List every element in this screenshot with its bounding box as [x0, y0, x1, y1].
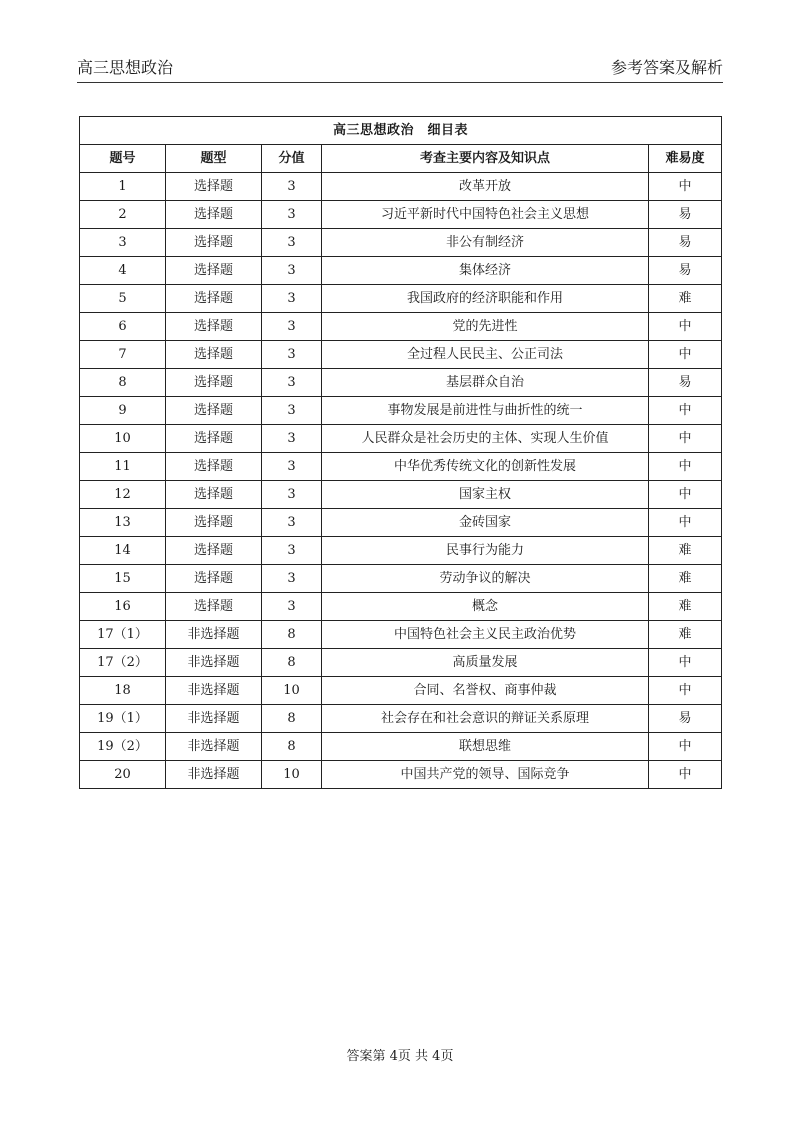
cell-question-type: 选择题	[166, 201, 262, 229]
cell-question-no: 11	[80, 453, 166, 481]
cell-score: 3	[262, 369, 322, 397]
cell-difficulty: 中	[649, 453, 722, 481]
page-footer: 答案第 4页 共 4页	[346, 1049, 454, 1064]
cell-question-no: 6	[80, 313, 166, 341]
cell-score: 3	[262, 453, 322, 481]
table-row	[80, 453, 722, 481]
cell-content: 联想思维	[322, 733, 649, 761]
table-row	[80, 593, 722, 621]
cell-score: 3	[262, 341, 322, 369]
table-caption: 高三思想政治 细目表	[80, 117, 722, 145]
cell-question-no: 12	[80, 481, 166, 509]
cell-content: 社会存在和社会意识的辩证关系原理	[322, 705, 649, 733]
page-header	[77, 58, 723, 83]
cell-difficulty: 难	[649, 537, 722, 565]
cell-question-type: 选择题	[166, 537, 262, 565]
table-row	[80, 341, 722, 369]
cell-content: 习近平新时代中国特色社会主义思想	[322, 201, 649, 229]
table-body	[80, 117, 722, 789]
cell-question-type: 选择题	[166, 313, 262, 341]
cell-difficulty: 中	[649, 313, 722, 341]
cell-question-no: 3	[80, 229, 166, 257]
cell-difficulty: 难	[649, 285, 722, 313]
cell-difficulty: 难	[649, 621, 722, 649]
cell-question-type: 非选择题	[166, 733, 262, 761]
cell-score: 10	[262, 761, 322, 789]
cell-question-no: 2	[80, 201, 166, 229]
cell-question-type: 选择题	[166, 341, 262, 369]
table-row	[80, 229, 722, 257]
cell-question-no: 13	[80, 509, 166, 537]
cell-difficulty: 易	[649, 369, 722, 397]
cell-question-type: 选择题	[166, 285, 262, 313]
cell-question-no: 15	[80, 565, 166, 593]
cell-question-type: 非选择题	[166, 621, 262, 649]
cell-score: 10	[262, 677, 322, 705]
cell-content: 党的先进性	[322, 313, 649, 341]
cell-question-type: 选择题	[166, 593, 262, 621]
table-row	[80, 649, 722, 677]
cell-question-no: 17（1）	[80, 621, 166, 649]
cell-score: 3	[262, 397, 322, 425]
cell-score: 8	[262, 705, 322, 733]
cell-question-type: 非选择题	[166, 705, 262, 733]
cell-question-no: 4	[80, 257, 166, 285]
table-row	[80, 537, 722, 565]
table-caption-row	[80, 117, 722, 145]
table-row	[80, 201, 722, 229]
cell-question-type: 选择题	[166, 565, 262, 593]
table-row	[80, 285, 722, 313]
header-subject-title: 高三思想政治	[77, 58, 174, 77]
table-row	[80, 621, 722, 649]
cell-question-type: 选择题	[166, 229, 262, 257]
cell-content: 高质量发展	[322, 649, 649, 677]
cell-difficulty: 中	[649, 733, 722, 761]
column-header-content: 考查主要内容及知识点	[322, 145, 649, 173]
column-header-difficulty: 难易度	[649, 145, 722, 173]
cell-difficulty: 易	[649, 257, 722, 285]
cell-content: 合同、名誉权、商事仲裁	[322, 677, 649, 705]
cell-score: 3	[262, 565, 322, 593]
cell-content: 我国政府的经济职能和作用	[322, 285, 649, 313]
cell-difficulty: 难	[649, 565, 722, 593]
column-header-score: 分值	[262, 145, 322, 173]
cell-difficulty: 中	[649, 509, 722, 537]
table-row	[80, 733, 722, 761]
cell-question-no: 20	[80, 761, 166, 789]
cell-score: 3	[262, 257, 322, 285]
table-row	[80, 313, 722, 341]
cell-content: 概念	[322, 593, 649, 621]
cell-question-type: 非选择题	[166, 677, 262, 705]
cell-question-type: 选择题	[166, 509, 262, 537]
cell-score: 3	[262, 229, 322, 257]
cell-difficulty: 易	[649, 705, 722, 733]
cell-question-no: 17（2）	[80, 649, 166, 677]
cell-question-no: 18	[80, 677, 166, 705]
table-row	[80, 369, 722, 397]
cell-content: 金砖国家	[322, 509, 649, 537]
header-section-title: 参考答案及解析	[610, 58, 723, 77]
cell-score: 3	[262, 425, 322, 453]
cell-question-type: 选择题	[166, 453, 262, 481]
cell-question-type: 选择题	[166, 481, 262, 509]
cell-content: 基层群众自治	[322, 369, 649, 397]
cell-question-no: 19（1）	[80, 705, 166, 733]
cell-score: 3	[262, 593, 322, 621]
table-row	[80, 397, 722, 425]
table-row	[80, 677, 722, 705]
cell-question-type: 非选择题	[166, 761, 262, 789]
cell-score: 3	[262, 537, 322, 565]
cell-difficulty: 中	[649, 761, 722, 789]
cell-question-type: 选择题	[166, 173, 262, 201]
table-header-row	[80, 145, 722, 173]
cell-content: 非公有制经济	[322, 229, 649, 257]
cell-score: 3	[262, 201, 322, 229]
cell-content: 集体经济	[322, 257, 649, 285]
cell-score: 8	[262, 733, 322, 761]
cell-difficulty: 中	[649, 649, 722, 677]
cell-score: 3	[262, 509, 322, 537]
table-row	[80, 761, 722, 789]
cell-content: 中华优秀传统文化的创新性发展	[322, 453, 649, 481]
table-row	[80, 565, 722, 593]
cell-content: 民事行为能力	[322, 537, 649, 565]
cell-difficulty: 中	[649, 425, 722, 453]
cell-question-no: 10	[80, 425, 166, 453]
cell-difficulty: 易	[649, 201, 722, 229]
cell-content: 人民群众是社会历史的主体、实现人生价值	[322, 425, 649, 453]
column-header-no: 题号	[80, 145, 166, 173]
cell-question-type: 选择题	[166, 369, 262, 397]
cell-question-no: 9	[80, 397, 166, 425]
cell-question-no: 5	[80, 285, 166, 313]
cell-difficulty: 易	[649, 229, 722, 257]
cell-question-no: 19（2）	[80, 733, 166, 761]
cell-content: 劳动争议的解决	[322, 565, 649, 593]
cell-difficulty: 中	[649, 173, 722, 201]
table-row	[80, 481, 722, 509]
cell-question-no: 7	[80, 341, 166, 369]
cell-content: 国家主权	[322, 481, 649, 509]
cell-score: 8	[262, 621, 322, 649]
cell-question-type: 选择题	[166, 257, 262, 285]
cell-question-no: 16	[80, 593, 166, 621]
column-header-type: 题型	[166, 145, 262, 173]
cell-difficulty: 中	[649, 397, 722, 425]
cell-content: 事物发展是前进性与曲折性的统一	[322, 397, 649, 425]
cell-question-type: 选择题	[166, 397, 262, 425]
cell-score: 3	[262, 313, 322, 341]
table-row	[80, 257, 722, 285]
cell-score: 3	[262, 173, 322, 201]
cell-question-no: 1	[80, 173, 166, 201]
cell-content: 全过程人民民主、公正司法	[322, 341, 649, 369]
cell-score: 3	[262, 285, 322, 313]
cell-content: 改革开放	[322, 173, 649, 201]
cell-question-no: 14	[80, 537, 166, 565]
cell-question-type: 选择题	[166, 425, 262, 453]
table-row	[80, 705, 722, 733]
cell-score: 8	[262, 649, 322, 677]
table-row	[80, 173, 722, 201]
cell-content: 中国特色社会主义民主政治优势	[322, 621, 649, 649]
cell-difficulty: 中	[649, 677, 722, 705]
cell-score: 3	[262, 481, 322, 509]
detail-table	[79, 116, 722, 789]
cell-question-type: 非选择题	[166, 649, 262, 677]
cell-content: 中国共产党的领导、国际竞争	[322, 761, 649, 789]
cell-difficulty: 中	[649, 481, 722, 509]
cell-difficulty: 中	[649, 341, 722, 369]
cell-difficulty: 难	[649, 593, 722, 621]
table-row	[80, 425, 722, 453]
table-row	[80, 509, 722, 537]
cell-question-no: 8	[80, 369, 166, 397]
